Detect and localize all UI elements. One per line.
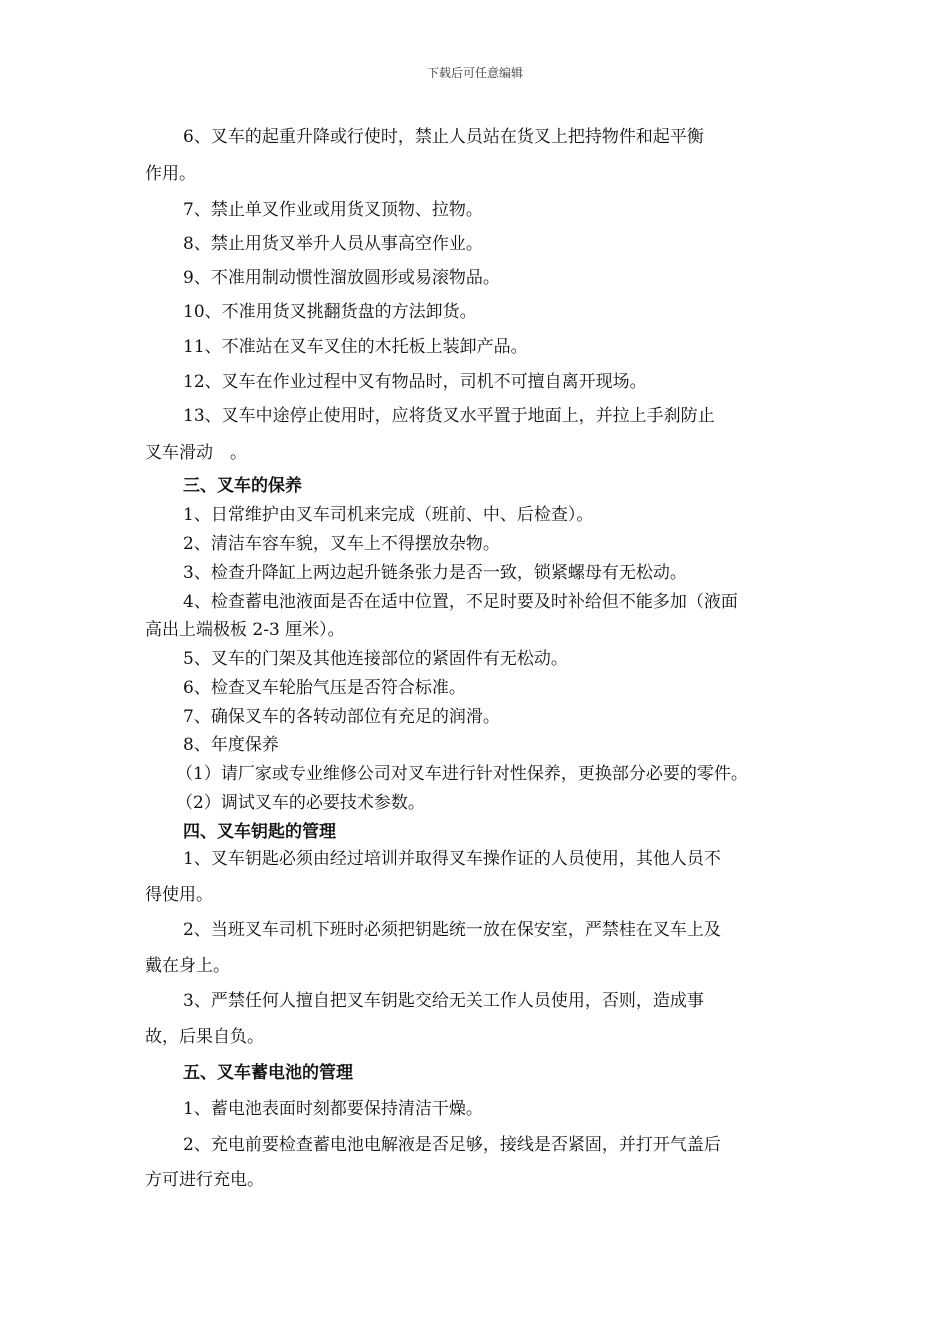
key-2-line2: 戴在身上。: [145, 956, 230, 976]
maint-8-sub-2: （2）调试叉车的必要技术参数。: [176, 793, 425, 813]
rule-11: 11、不准站在叉车叉住的木托板上装卸产品。: [183, 337, 528, 357]
rule-6-line1: 6、叉车的起重升降或行使时，禁止人员站在货叉上把持物件和起平衡: [183, 127, 704, 147]
maint-3: 3、检查升降缸上两边起升链条张力是否一致，锁紧螺母有无松动。: [183, 563, 687, 583]
rule-12: 12、叉车在作业过程中叉有物品时，司机不可擅自离开现场。: [183, 372, 647, 392]
section-3-heading: 三、叉车的保养: [183, 476, 302, 496]
maint-8-sub-1: （1）请厂家或专业维修公司对叉车进行针对性保养，更换部分必要的零件。: [176, 764, 748, 784]
maint-8: 8、年度保养: [183, 735, 279, 755]
rule-10: 10、不准用货叉挑翻货盘的方法卸货。: [183, 302, 477, 322]
page-header-note: 下载后可任意编辑: [426, 66, 523, 80]
key-2-line1: 2、当班叉车司机下班时必须把钥匙统一放在保安室，严禁桂在叉车上及: [183, 920, 721, 940]
battery-2-line1: 2、充电前要检查蓄电池电解液是否足够，接线是否紧固，并打开气盖后: [183, 1135, 721, 1155]
maint-7: 7、确保叉车的各转动部位有充足的润滑。: [183, 707, 500, 727]
maint-6: 6、检查叉车轮胎气压是否符合标准。: [183, 678, 466, 698]
rule-8: 8、禁止用货叉举升人员从事高空作业。: [183, 234, 483, 254]
rule-13-line1: 13、叉车中途停止使用时，应将货叉水平置于地面上，并拉上手刹防止: [183, 406, 715, 426]
maint-5: 5、叉车的门架及其他连接部位的紧固件有无松动。: [183, 649, 568, 669]
maint-2: 2、清洁车容车貌，叉车上不得摆放杂物。: [183, 534, 500, 554]
maint-4-line2: 高出上端极板 2-3 厘米）。: [145, 620, 345, 640]
rule-13-line2: 叉车滑动 。: [145, 443, 247, 463]
maint-4-line1: 4、检查蓄电池液面是否在适中位置，不足时要及时补给但不能多加（液面: [183, 592, 738, 612]
maint-1: 1、日常维护由叉车司机来完成（班前、中、后检查）。: [183, 505, 594, 525]
rule-6-line2: 作用。: [145, 164, 196, 184]
section-4-heading: 四、叉车钥匙的管理: [183, 822, 336, 842]
battery-2-line2: 方可进行充电。: [145, 1170, 264, 1190]
battery-1: 1、蓄电池表面时刻都要保持清洁干燥。: [183, 1099, 483, 1119]
key-3-line1: 3、严禁任何人擅自把叉车钥匙交给无关工作人员使用，否则，造成事: [183, 991, 704, 1011]
section-5-heading: 五、叉车蓄电池的管理: [183, 1063, 353, 1083]
key-1-line1: 1、叉车钥匙必须由经过培训并取得叉车操作证的人员使用，其他人员不: [183, 849, 721, 869]
rule-9: 9、不准用制动惯性溜放圆形或易滚物品。: [183, 268, 500, 288]
key-3-line2: 故，后果自负。: [145, 1027, 264, 1047]
rule-7: 7、禁止单叉作业或用货叉顶物、拉物。: [183, 200, 483, 220]
key-1-line2: 得使用。: [145, 885, 213, 905]
